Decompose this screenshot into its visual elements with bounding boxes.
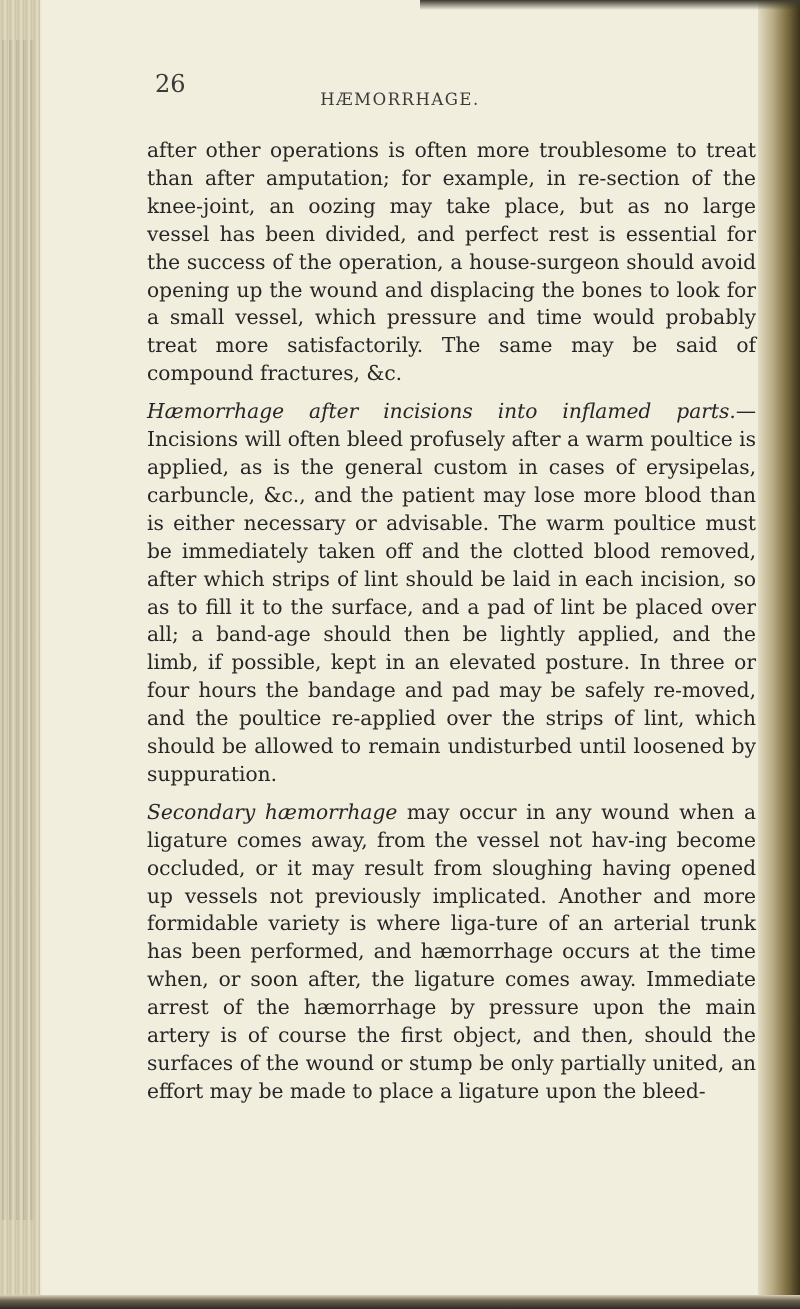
paragraph-3 — [147, 799, 756, 1106]
gutter-shadow — [2, 40, 34, 1220]
paragraph-2-text: — Incisions will often bleed profusely after a warm poultice is applied, as is the general custom in cases of erysipelas, carbuncle, &c., and the patient may lose more blood than is either necessary or advisable. The warm poultice must be immediately taken off and the clotted blood removed, after which strips of lint should be laid in each incision, so as to fill it to the surface, and a pad of lint be placed over all; a band-age should then be lightly applied, and the limb, if possible, kept in an elevated posture. In three or four hours the bandage and pad may be safely re-moved, and the poultice re-applied over the strips of lint, which should be allowed to remain undisturbed until loosened by suppuration. — [147, 399, 756, 786]
body-text — [147, 137, 756, 1106]
paragraph-1 — [147, 137, 756, 388]
page-edge-bottom — [0, 1295, 800, 1309]
paragraph-1-text: after other operations is often more troublesome to treat than after amputation; for example, in re-section of the knee-joint, an oozing may take place, but as no large vessel has been divided, and perfect rest is essential for the success of the operation, a house-surgeon should avoid opening up the wound and displacing the bones to look for a small vessel, which pressure and time would probably treat more satisfactorily. The same may be said of compound fractures, &c. — [147, 138, 756, 386]
paragraph-2 — [147, 398, 756, 789]
page-edge-top — [420, 0, 800, 10]
page-edge-right — [758, 0, 800, 1309]
binding-gutter — [0, 0, 40, 1309]
paragraph-3-lead: Secondary hæmorrhage — [147, 799, 398, 824]
paragraph-3-text: may occur in any wound when a ligature comes away, from the vessel not hav-ing become occluded, or it may result from sloughing having opened up vessels not previously implicated. Another and more formidable variety is where liga-ture of an arterial trunk has been performed, and hæmorrhage occurs at the time when, or soon after, the ligature comes away. Immediate arrest of the hæmorrhage by pressure upon the main artery is of course the first object, and then, should the surfaces of the wound or stump be only partially united, an effort may be made to place a ligature upon the bleed- — [147, 799, 756, 1103]
page-number: 26 — [155, 70, 186, 98]
paragraph-2-lead: Hæmorrhage after incisions into inflamed parts. — [147, 399, 736, 424]
running-head: HÆMORRHAGE. — [320, 90, 480, 109]
